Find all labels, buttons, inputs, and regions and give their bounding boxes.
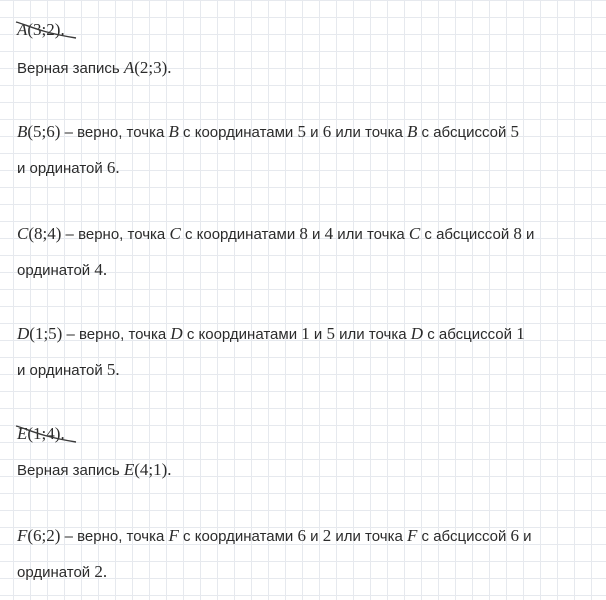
text: и <box>305 528 323 545</box>
point-letter: E <box>17 424 28 443</box>
text: и ординатой <box>17 362 107 379</box>
text: или точка <box>333 226 409 243</box>
text: с абсциссой <box>417 124 511 141</box>
text: – верно, точка <box>60 124 169 141</box>
statement-f-line2 <box>17 562 107 583</box>
struck-point-e <box>17 424 65 445</box>
statement-c-line1 <box>17 224 534 245</box>
text: с координатами <box>178 528 298 545</box>
trailing-period: . <box>102 260 108 279</box>
text: или точка <box>331 124 407 141</box>
point-coords: (5;6) <box>27 122 61 141</box>
point-coords: (4;1) <box>134 460 168 479</box>
point-letter: E <box>123 460 135 479</box>
point-letter: D <box>17 324 30 343</box>
number: 4 <box>94 260 103 279</box>
number: 6 <box>106 158 116 177</box>
text: с абсциссой <box>423 326 517 343</box>
number: 4 <box>324 224 334 243</box>
point-coords: (6;2) <box>27 526 61 545</box>
statement-f-line1 <box>17 526 532 547</box>
point-letter: B <box>168 122 179 141</box>
point-letter: A <box>17 20 28 39</box>
text: или точка <box>331 528 407 545</box>
point-coords: (3;2) <box>27 20 61 39</box>
number: 2 <box>322 526 332 545</box>
statement-d-line2 <box>17 360 120 381</box>
point-letter: D <box>170 324 183 343</box>
number: 5 <box>510 122 520 141</box>
text: с абсциссой <box>417 528 511 545</box>
point-letter: F <box>168 526 179 545</box>
text: – верно, точка <box>60 528 169 545</box>
text: с координатами <box>182 326 302 343</box>
text: – верно, точка <box>62 326 171 343</box>
point-coords: (8;4) <box>28 224 62 243</box>
statement-b-line2 <box>17 158 120 179</box>
point-letter: C <box>17 224 29 243</box>
number: 1 <box>516 324 525 343</box>
number: 6 <box>322 122 332 141</box>
correction-label: Верная запись <box>17 60 124 77</box>
trailing-period: . <box>167 460 172 479</box>
text: с координатами <box>178 124 298 141</box>
number: 2 <box>94 562 103 581</box>
statement-c-line2 <box>17 260 107 281</box>
point-letter: D <box>410 324 424 343</box>
struck-point-a <box>17 20 65 41</box>
number: 8 <box>513 224 522 243</box>
correction-a <box>17 58 172 79</box>
struck-expression-a <box>17 20 60 41</box>
point-coords: (2;3) <box>134 58 168 77</box>
text: – верно, точка <box>61 226 170 243</box>
point-letter: B <box>17 122 28 141</box>
trailing-period: . <box>115 158 120 177</box>
text: ординатой <box>17 564 95 581</box>
point-letter: F <box>406 526 418 545</box>
text: и <box>519 528 532 545</box>
number: 5 <box>297 122 306 141</box>
trailing-period: . <box>60 424 65 443</box>
statement-d-line1 <box>17 324 525 345</box>
text: или точка <box>334 326 411 343</box>
point-coords: (1;4) <box>27 424 61 443</box>
point-letter: F <box>17 526 28 545</box>
correction-e <box>17 460 172 481</box>
text: с абсциссой <box>420 226 514 243</box>
struck-expression-e <box>17 424 60 445</box>
statement-b-line1 <box>17 122 519 143</box>
number: 1 <box>301 324 310 343</box>
correction-label: Верная запись <box>17 462 124 479</box>
point-coords: (1;5) <box>29 324 63 343</box>
number: 5 <box>326 324 335 343</box>
text: и <box>309 326 327 343</box>
trailing-period: . <box>102 562 108 581</box>
text: с координатами <box>180 226 300 243</box>
point-letter: B <box>406 122 418 141</box>
text: и <box>307 226 325 243</box>
point-letter: C <box>408 224 421 243</box>
number: 6 <box>510 526 520 545</box>
trailing-period: . <box>115 360 120 379</box>
number: 8 <box>299 224 308 243</box>
trailing-period: . <box>167 58 172 77</box>
text: и ординатой <box>17 160 107 177</box>
number: 5 <box>106 360 116 379</box>
trailing-period: . <box>60 20 65 39</box>
text: и <box>521 226 535 243</box>
point-letter: C <box>169 224 181 243</box>
text: ординатой <box>17 262 95 279</box>
point-letter: A <box>123 58 135 77</box>
text: и <box>305 124 323 141</box>
number: 6 <box>297 526 306 545</box>
